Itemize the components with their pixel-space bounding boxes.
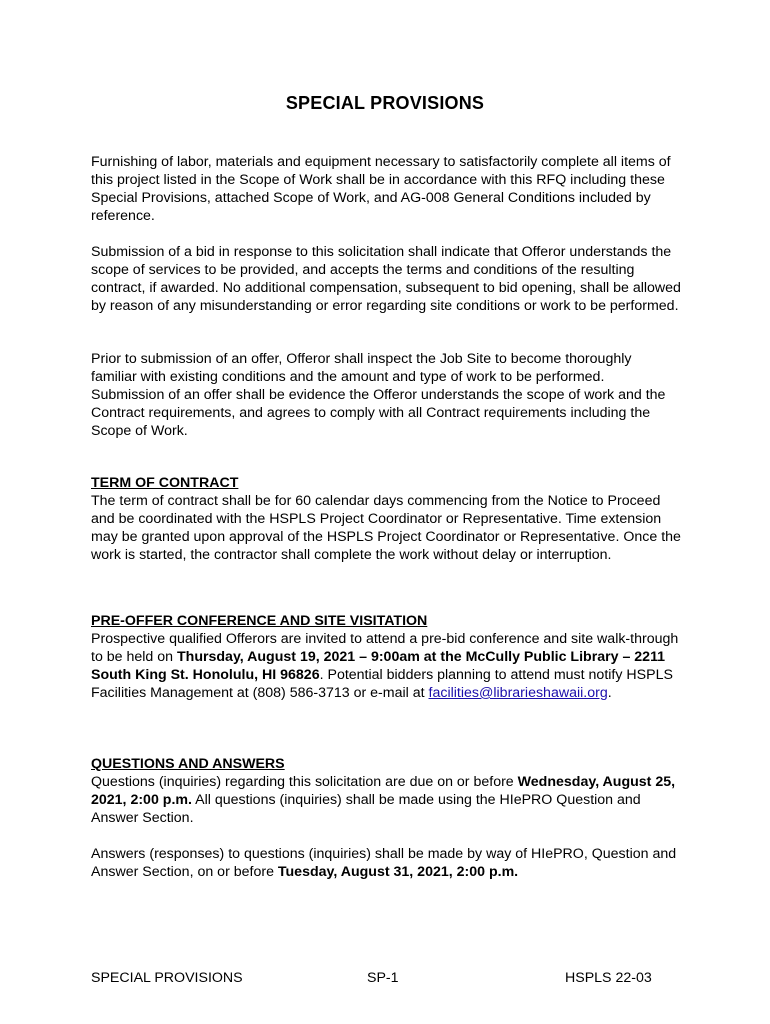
intro-paragraph-2 — [91, 243, 681, 315]
questions-paragraph — [91, 773, 681, 827]
answers-due-date: Tuesday, August 31, 2021, 2:00 p.m. — [277, 864, 519, 880]
conference-text — [91, 630, 681, 702]
conference-datetime-location: Thursday, August 19, 2021 – 9:00am at the McCully Public Library – 2211 South King St. Honolulu, HI 96826 — [91, 649, 666, 683]
intro-paragraph-1 — [91, 153, 681, 225]
page-title: SPECIAL PROVISIONS — [285, 93, 485, 113]
answers-text-intro: Answers (responses) to questions (inquiries) shall be made by way of HIePRO, Question and Answer Section, on or before — [91, 846, 677, 880]
intro-paragraph-1-text: Furnishing of labor, materials and equipment necessary to satisfactorily complete all items of this project listed in the Scope of Work shall be in accordance with this RFQ including these Special Provisions, attached Scope of Work, and AG-008 General Conditions included by reference. — [91, 154, 671, 224]
term-of-contract-section — [91, 474, 681, 564]
facilities-email-link[interactable]: facilities@librarieshawaii.org — [428, 685, 608, 701]
questions-due-date: Wednesday, August 25, 2021, 2:00 p.m. — [91, 774, 676, 808]
conference-text-period: . — [607, 685, 612, 701]
intro-paragraph-3-text: Prior to submission of an offer, Offeror shall inspect the Job Site to become thoroughly familiar with existing conditions and the amount and type of work to be performed. Submission of an offer shall be evidence the Offeror understands the scope of work and the Contract requirements, and agrees to comply with all Contract requirements including the Scope of Work. — [91, 351, 666, 439]
conference-text-notify: . Potential bidders planning to attend must notify HSPLS Facilities Management at (808) 586-3713 or e-mail at — [91, 667, 673, 701]
conference-text-intro: Prospective qualified Offerors are invited to attend a pre-bid conference and site walk-through to be held on — [91, 631, 679, 665]
questions-text-intro: Questions (inquiries) regarding this solicitation are due on or before — [91, 774, 518, 790]
footer-left: SPECIAL PROVISIONS — [91, 970, 243, 986]
conference-section — [91, 612, 681, 702]
term-of-contract-text: The term of contract shall be for 60 calendar days commencing from the Notice to Proceed and be coordinated with the HSPLS Project Coordinator or Representative. Time extension may be granted upon approval of the HSPLS Project Coordinator or Representative. Once the work is started, the contractor shall complete the work without delay or interruption. — [91, 493, 681, 563]
questions-text-instructions: All questions (inquiries) shall be made using the HIePRO Question and Answer Section. — [91, 792, 641, 826]
footer-page-number: SP-1 — [367, 970, 399, 986]
intro-paragraph-2-text: Submission of a bid in response to this solicitation shall indicate that Offeror understands the scope of services to be provided, and accepts the terms and conditions of the resulting contract, if awarded. No additional compensation, subsequent to bid opening, shall be allowed by reason of any misunderstanding or error regarding site conditions or work to be performed. — [91, 244, 681, 314]
answers-paragraph — [91, 845, 681, 881]
questions-answers-section — [91, 755, 681, 881]
conference-heading: PRE-OFFER CONFERENCE AND SITE VISITATION — [91, 613, 428, 629]
questions-answers-heading: QUESTIONS AND ANSWERS — [91, 756, 285, 772]
term-of-contract-heading: TERM OF CONTRACT — [91, 475, 239, 491]
intro-paragraph-3 — [91, 350, 681, 440]
footer-right: HSPLS 22-03 — [565, 970, 652, 986]
